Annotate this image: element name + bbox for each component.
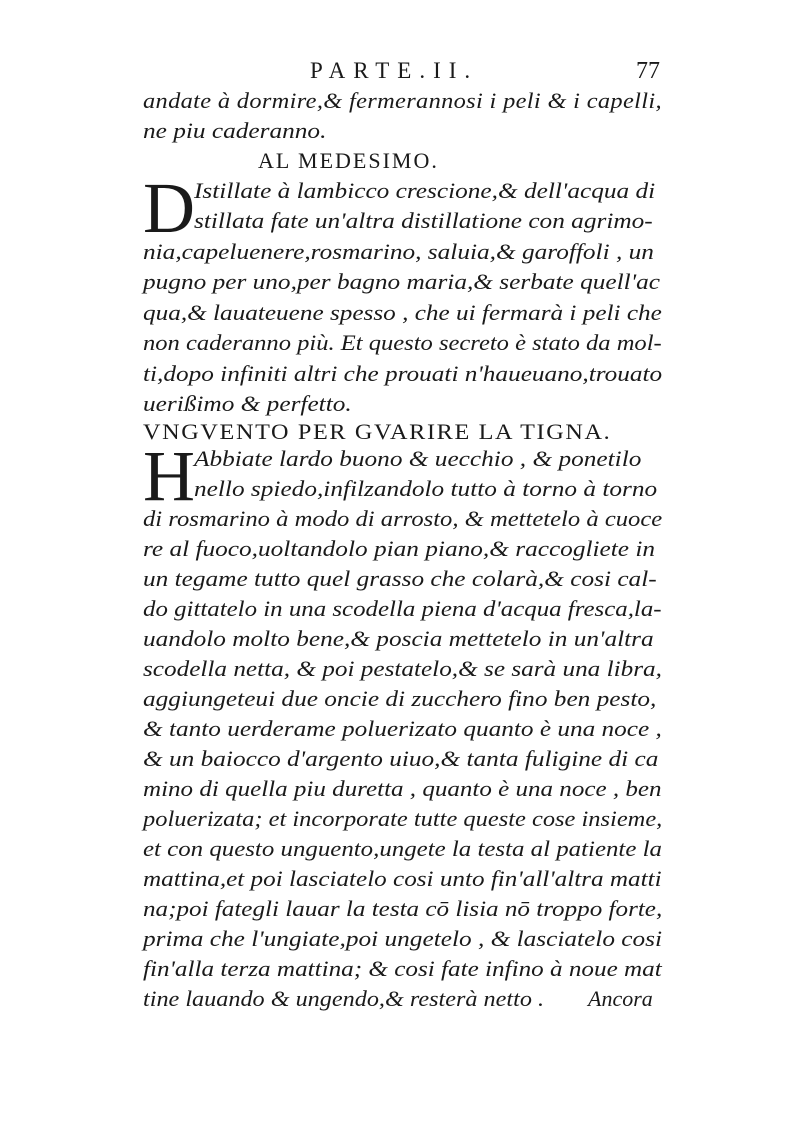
section-heading: AL MEDESIMO.	[258, 148, 439, 173]
running-head: PARTE.II.	[310, 58, 479, 83]
text-line: uerißimo & perfetto.	[143, 391, 352, 416]
text-line: nello spiedo,infilzandolo tutto à torno à torno	[194, 476, 658, 501]
text-line: pugno per uno,per bagno maria,& serbate quell'ac	[143, 269, 660, 294]
text-line: do gittatelo in una scodella piena d'acqua fresca,la-	[143, 596, 662, 621]
text-line: un tegame tutto quel grasso che colarà,& cosi cal-	[143, 566, 657, 591]
text-line: re al fuoco,uoltandolo pian piano,& raccogliete in	[143, 536, 656, 561]
section-heading: VNGVENTO PER GVARIRE LA TIGNA.	[143, 419, 612, 444]
text-line: na;poi fategli lauar la testa cō lisia nō troppo forte,	[143, 896, 663, 921]
text-line: mattina,et poi lasciatelo cosi unto fin'all'altra matti	[143, 866, 662, 891]
text-line: aggiungeteui due oncie di zucchero fino ben pesto,	[143, 686, 657, 711]
text-line: scodella netta, & poi pestatelo,& se sarà una libra,	[143, 656, 662, 681]
text-line: prima che l'ungiate,poi ungetelo , & lasciatelo cosi	[143, 926, 663, 951]
text-line: qua,& lauateuene spesso , che ui fermarà i peli che	[143, 300, 662, 325]
page-header	[140, 58, 660, 88]
text-line: & un baiocco d'argento uiuo,& tanta fuligine di ca	[143, 746, 659, 771]
text-line: stillata fate un'altra distillatione con agrimo-	[194, 208, 653, 233]
text-line: mino di quella piu duretta , quanto è una noce , ben	[143, 776, 662, 801]
text-line: et con questo unguento,ungete la testa al patiente la	[143, 836, 662, 861]
text-line: Istillate à lambicco crescione,& dell'acqua di	[194, 178, 656, 203]
text-line: ne piu caderanno.	[143, 118, 327, 143]
text-line: uandolo molto bene,& poscia mettetelo in un'altra	[143, 626, 654, 651]
text-line: poluerizata; et incorporate tutte queste cose insieme,	[143, 806, 663, 831]
drop-capital: D	[143, 168, 195, 248]
text-line: Abbiate lardo buono & uecchio , & ponetilo	[194, 446, 642, 471]
catchword: Ancora	[588, 986, 653, 1011]
text-line: fin'alla terza mattina; & cosi fate infino à noue mat	[143, 956, 662, 981]
text-line: andate à dormire,& fermerannosi i peli & i capelli,	[143, 88, 662, 113]
text-line: tine lauando & ungendo,& resterà netto .	[143, 986, 545, 1011]
text-line: nia,capeluenere,rosmarino, saluia,& garoffoli , un	[143, 239, 654, 264]
text-line: di rosmarino à modo di arrosto, & mettetelo à cuoce	[143, 506, 663, 531]
drop-capital: H	[143, 436, 195, 516]
text-line: & tanto uerderame poluerizato quanto è una noce ,	[143, 716, 662, 741]
page-number: 77	[636, 58, 660, 84]
text-line: non caderanno più. Et questo secreto è stato da mol-	[143, 330, 662, 355]
text-line: ti,dopo infiniti altri che prouati n'haueuano,trouato	[143, 361, 663, 386]
